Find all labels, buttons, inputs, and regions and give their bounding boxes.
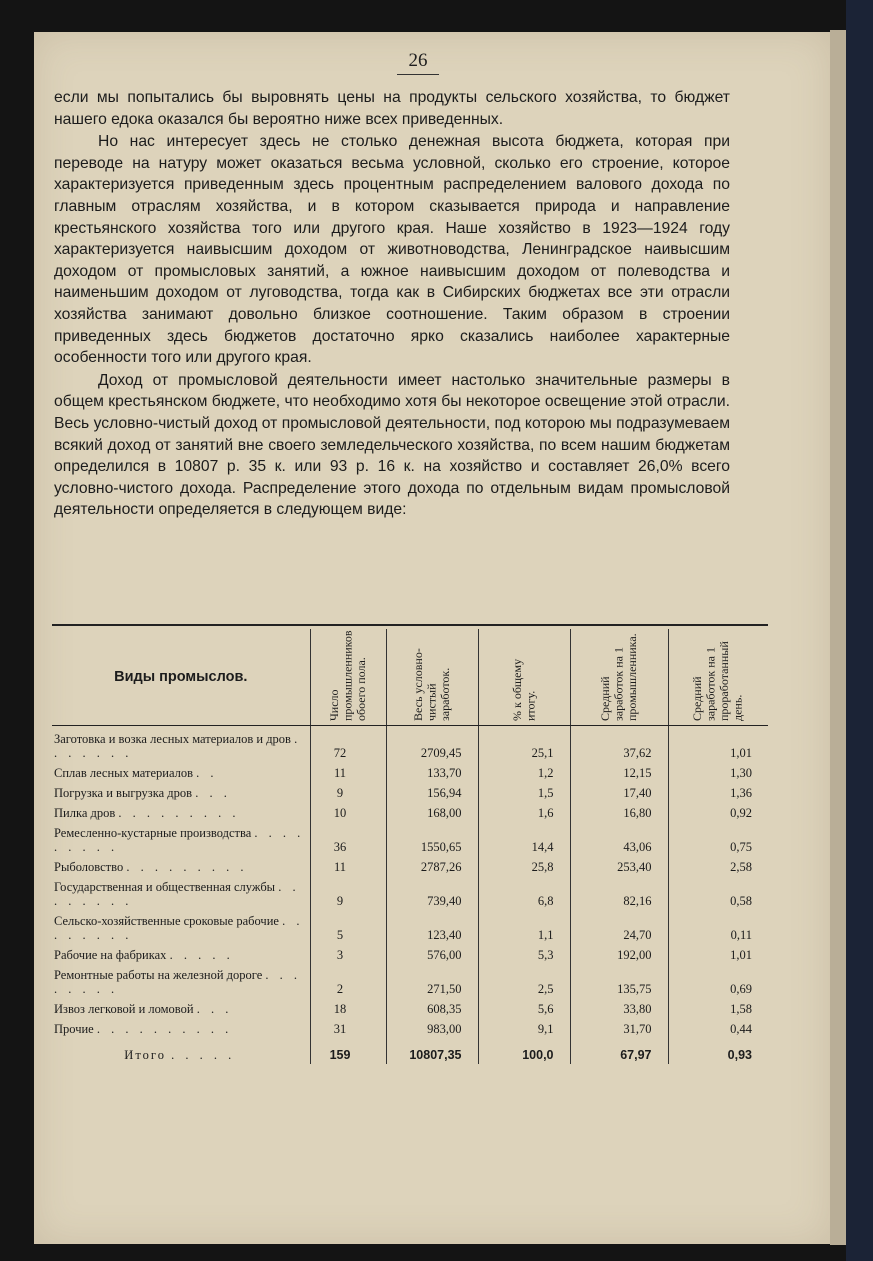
count-cell: 5 [310,910,386,944]
trade-label: Пилка дров [54,806,116,820]
earnings-cell: 156,94 [386,782,478,802]
trades-table [52,629,768,1064]
table-row [52,726,768,763]
percent-cell: 25,8 [478,856,570,876]
avg-person-cell: 43,06 [570,822,668,856]
table-row [52,944,768,964]
percent-cell: 9,1 [478,1018,570,1038]
header-avg-person [570,629,668,726]
percent-cell: 25,1 [478,726,570,763]
count-cell: 10 [310,802,386,822]
trade-label: Ремесленно-кустарные производства [54,826,252,840]
count-cell: 9 [310,782,386,802]
total-percent: 100,0 [478,1038,570,1064]
trade-label: Ремонтные работы на железной дороге [54,968,263,982]
leader-dots: . . . [195,786,231,800]
table-row [52,998,768,1018]
total-label [52,1038,310,1064]
leader-dots: . . . . . . . . [54,880,300,908]
earnings-cell: 739,40 [386,876,478,910]
paragraph-2: Но нас интересует здесь не столько денежная высота бюджета, которая при переводе на натуру может оказаться весьма условной, сколько его строение, которое характеризуется приведенным здесь процентным распределением валового дохода по главным отраслям хозяйства, и в котором сказывается природа и направление крестьянского хозяйства того или другого края. Наше хозяйство в 1923—1924 году характеризуется наивысшим доходом от животноводства, Ленинградское наивысшим доходом от промысловых занятий, а южное наивысшим доходом от полеводства и наименьшим доходом от луговодства, тогда как в Сибирских бюджетах все эти отрасли хозяйства занимают довольно близкое соотношение. Таким образом в строении приведенных здесь бюджетов достаточно ярко сказались наиболее характерные особенности того или другого края. [54,133,730,367]
table-row [52,856,768,876]
trade-name [52,762,310,782]
count-cell: 36 [310,822,386,856]
earnings-cell: 983,00 [386,1018,478,1038]
earnings-cell: 2709,45 [386,726,478,763]
avg-day-cell: 0,11 [668,910,768,944]
avg-day-cell: 1,01 [668,944,768,964]
trade-label: Сплав лесных материалов [54,766,193,780]
earnings-cell: 576,00 [386,944,478,964]
header-avg-day [668,629,768,726]
percent-cell: 1,1 [478,910,570,944]
leader-dots: . . . . . [169,948,234,962]
leader-dots: . . . [196,1002,233,1016]
header-count [310,629,386,726]
leader-dots: . . . . . . . . [54,968,302,996]
table-row [52,964,768,998]
trade-name [52,964,310,998]
count-cell: 3 [310,944,386,964]
earnings-cell: 123,40 [386,910,478,944]
count-cell: 11 [310,762,386,782]
avg-person-cell: 31,70 [570,1018,668,1038]
trade-label: Рыболовство [54,860,124,874]
trade-name [52,1018,310,1038]
total-row [52,1038,768,1064]
trade-label: Сельско-хозяйственные сроковые рабочие [54,914,279,928]
percent-cell: 1,5 [478,782,570,802]
leader-dots: . . . . . . . [54,732,302,760]
total-avg-day: 0,93 [668,1038,768,1064]
earnings-cell: 133,70 [386,762,478,782]
trade-name [52,998,310,1018]
trade-label: Извоз легковой и ломовой [54,1002,194,1016]
avg-day-cell: 0,75 [668,822,768,856]
header-avg-day-text: Средний заработок на 1 проработанный день. [690,641,745,721]
trade-name [52,876,310,910]
avg-person-cell: 253,40 [570,856,668,876]
leader-dots: . . . . . . . . . . [96,1022,233,1036]
leader-dots: . . . . . . . . . [118,806,240,820]
avg-person-cell: 24,70 [570,910,668,944]
avg-person-cell: 33,80 [570,998,668,1018]
table-row [52,762,768,782]
avg-person-cell: 135,75 [570,964,668,998]
earnings-cell: 2787,26 [386,856,478,876]
trade-name [52,802,310,822]
table-row [52,910,768,944]
page-edge [830,30,846,1245]
leader-dots: . . . . . . . . . [54,826,305,854]
paragraph-1: если мы попытались бы выровнять цены на продукты сельского хозяйства, то бюджет нашего едока оказался бы вероятно ниже всех приведенных. [54,89,730,128]
total-earnings: 10807,35 [386,1038,478,1064]
earnings-cell: 271,50 [386,964,478,998]
percent-cell: 14,4 [478,822,570,856]
header-percent-text: % к общему итогу. [509,658,537,721]
avg-day-cell: 0,44 [668,1018,768,1038]
avg-day-cell: 1,01 [668,726,768,763]
trade-name [52,822,310,856]
header-percent [478,629,570,726]
count-cell: 11 [310,856,386,876]
avg-day-cell: 0,92 [668,802,768,822]
leader-dots: . . . . . . . . . [126,860,248,874]
body-text [54,87,730,522]
avg-person-cell: 16,80 [570,802,668,822]
table-top-rule [52,624,768,626]
table-row [52,802,768,822]
avg-day-cell: 1,58 [668,998,768,1018]
percent-cell: 2,5 [478,964,570,998]
trade-label: Погрузка и выгрузка дров [54,786,193,800]
table-row [52,1018,768,1038]
trade-name [52,726,310,763]
avg-person-cell: 192,00 [570,944,668,964]
count-cell: 18 [310,998,386,1018]
table-row [52,876,768,910]
percent-cell: 6,8 [478,876,570,910]
percent-cell: 5,6 [478,998,570,1018]
count-cell: 72 [310,726,386,763]
table-header-row [52,629,768,726]
table-row [52,822,768,856]
header-earnings-text: Весь условно-чистый заработок. [410,648,452,721]
header-earnings [386,629,478,726]
trade-label: Заготовка и возка лесных материалов и дров [54,732,291,746]
trade-label: Рабочие на фабриках [54,948,167,962]
table-row [52,782,768,802]
avg-person-cell: 82,16 [570,876,668,910]
avg-day-cell: 1,36 [668,782,768,802]
earnings-cell: 168,00 [386,802,478,822]
percent-cell: 1,2 [478,762,570,782]
header-avg-person-text: Средний заработок на 1 промышленника. [597,633,639,721]
avg-person-cell: 37,62 [570,726,668,763]
leader-dots: . . [196,766,218,780]
book-binding [846,0,873,1261]
avg-day-cell: 0,58 [668,876,768,910]
total-count: 159 [310,1038,386,1064]
earnings-cell: 1550,65 [386,822,478,856]
leader-dots: . . . . . . . . [54,914,304,942]
trade-name [52,856,310,876]
total-avg-person: 67,97 [570,1038,668,1064]
percent-cell: 5,3 [478,944,570,964]
avg-day-cell: 1,30 [668,762,768,782]
earnings-cell: 608,35 [386,998,478,1018]
page-number: 26 [378,50,458,75]
trade-name [52,782,310,802]
paragraph-3: Доход от промысловой деятельности имеет настолько значительные размеры в общем крестьянском бюджете, что необходимо хотя бы некоторое освещение этой отрасли. Весь условно-чистый доход от промысловой деятельности, под которою мы подразумеваем всякий доход от занятий вне своего земледельческого хозяйства, по всем нашим бюджетам определился в 10807 р. 35 к. или 93 р. 16 к. на хозяйство и составляет 26,0% всего условно-чистого дохода. Распределение этого дохода по отдельным видам промысловой деятельности определяется в следующем виде: [54,371,730,519]
total-label-text: Итого [124,1048,166,1062]
trade-name [52,944,310,964]
leader-dots: . . . . . [171,1048,236,1062]
count-cell: 2 [310,964,386,998]
avg-person-cell: 17,40 [570,782,668,802]
avg-day-cell: 2,58 [668,856,768,876]
avg-day-cell: 0,69 [668,964,768,998]
avg-person-cell: 12,15 [570,762,668,782]
percent-cell: 1,6 [478,802,570,822]
trade-label: Прочие [54,1022,94,1036]
trade-name [52,910,310,944]
count-cell: 31 [310,1018,386,1038]
header-trade-type: Виды промыслов. [52,629,310,726]
header-count-text: Число промышленников обоего пола. [326,630,368,721]
count-cell: 9 [310,876,386,910]
trade-label: Государственная и общественная службы [54,880,276,894]
